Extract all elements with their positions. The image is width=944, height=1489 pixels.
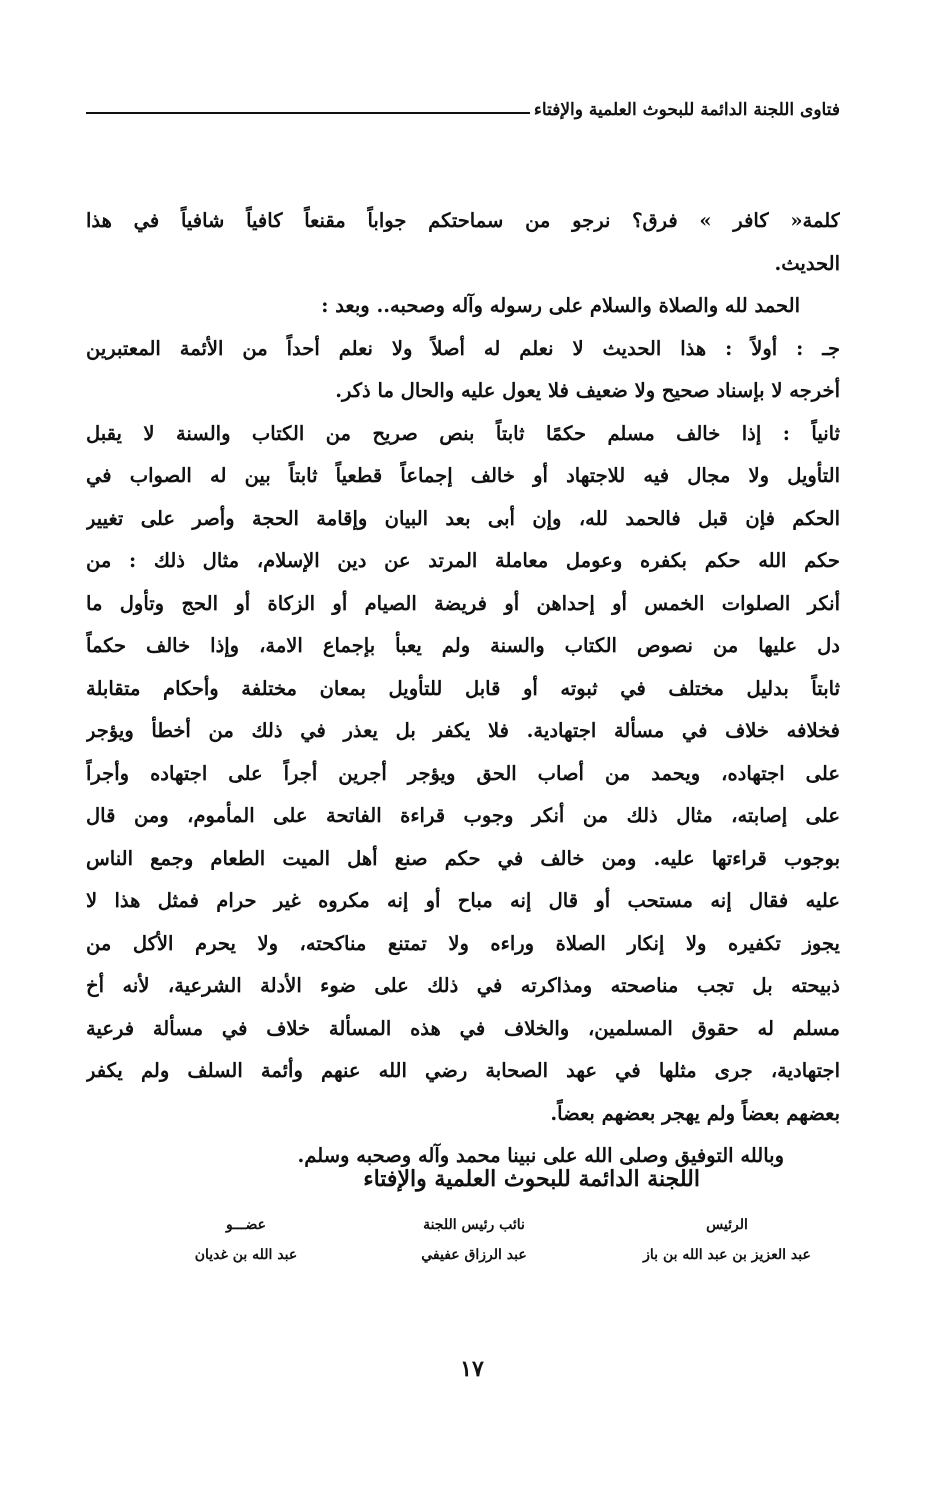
question-line-end: الحديث. — [774, 251, 840, 275]
signatory-member — [146, 1212, 346, 1272]
answer-line: بعضهم بعضاً ولم يهجر بعضهم بعضاً. — [550, 1101, 840, 1125]
answer-line: أخرجه لا بإسناد صحيح ولا ضعيف فلا يعول عليه والحال ما ذكر. — [335, 379, 840, 402]
page-number: ١٧ — [460, 1356, 484, 1382]
signatory-role: الرئيس — [706, 1217, 748, 1233]
signatory-role: عضـــو — [225, 1217, 267, 1233]
signatory-deputy — [394, 1212, 554, 1272]
answer-line: عليه فقال إنه مستحب أو قال إنه مباح أو إنه مكروه غير حرام فمثل هذا لا — [86, 889, 840, 912]
committee-name: اللجنة الدائمة للبحوث العلمية والإفتاء — [363, 1166, 700, 1192]
signatory-role: نائب رئيس اللجنة — [423, 1217, 525, 1233]
answer-line: على اجتهاده، ويحمد من أصاب الحق ويؤجر أجرين أجراً على اجتهاده وأجراً — [86, 761, 840, 785]
question-line: كلمة« كافر » فرق؟ نرجو من سماحتكم جواباً مقنعاً كافياً شافياً في هذا — [86, 209, 840, 232]
answer-line: جـ : أولاً : هذا الحديث لا نعلم له أصلاً ولا نعلم أحداً من الأئمة المعتبرين — [86, 336, 840, 360]
signatory-name: عبد العزيز بن عبد الله بن باز — [643, 1247, 811, 1263]
signatory-name: عبد الرزاق عفيفي — [421, 1247, 527, 1263]
running-header-rule — [86, 112, 530, 114]
signatory-name: عبد الله بن غديان — [194, 1247, 298, 1263]
answer-line: ثانياً : إذا خالف مسلم حكمًا ثابتاً بنص صريح من الكتاب والسنة لا يقبل — [86, 421, 840, 445]
answer-line: ثابتاً بدليل مختلف في ثبوته أو قابل للتأويل بمعان مختلفة وأحكام متقابلة — [86, 676, 840, 700]
signatories — [136, 1212, 832, 1282]
answer-line: يجوز تكفيره ولا إنكار الصلاة وراءه ولا تمتنع مناكحته، ولا يحرم الأكل من — [86, 931, 840, 955]
opening-praise: الحمد لله والصلاة والسلام على رسوله وآله وصحبه.. وبعد : — [321, 294, 800, 317]
answer-line: التأويل ولا مجال فيه للاجتهاد أو خالف إجماعاً قطعياً ثابتاً بين له الصواب في — [86, 464, 840, 487]
fatwa-body — [86, 200, 840, 1178]
running-header-title: فتاوى اللجنة الدائمة للبحوث العلمية والإفتاء — [533, 100, 840, 120]
answer-line: دل عليها من نصوص الكتاب والسنة ولم يعبأ بإجماع الامة، وإذا خالف حكماً — [86, 634, 840, 657]
answer-line: مسلم له حقوق المسلمين، والخلاف في هذه المسألة خلاف في مسألة فرعية — [86, 1016, 840, 1040]
answer-line: اجتهادية، جرى مثلها في عهد الصحابة رضي الله عنهم وأئمة السلف ولم يكفر — [86, 1059, 840, 1082]
answer-line: ذبيحته بل تجب مناصحته ومذاكرته في ذلك على ضوء الأدلة الشرعية، لأنه أخ — [86, 974, 840, 997]
running-header — [86, 88, 840, 120]
answer-line: حكم الله حكم بكفره وعومل معاملة المرتد عن دين الإسلام، مثال ذلك : من — [86, 549, 840, 572]
answer-line: الحكم فإن قبل فالحمد لله، وإن أبى بعد البيان وإقامة الحجة وأصر على تغيير — [86, 506, 840, 530]
answer-line: على إصابته، مثال ذلك من أنكر وجوب قراءة الفاتحة على المأموم، ومن قال — [86, 804, 840, 827]
signatory-chairman — [622, 1212, 832, 1272]
answer-line: بوجوب قراءتها عليه. ومن خالف في حكم صنع أهل الميت الطعام وجمع الناس — [86, 846, 840, 870]
answer-line: فخلافه خلاف في مسألة اجتهادية. فلا يكفر بل يعذر في ذلك من أخطأ ويؤجر — [86, 719, 840, 742]
answer-line: أنكر الصلوات الخمس أو إحداهن أو فريضة الصيام أو الزكاة أو الحج وتأول ما — [86, 591, 840, 615]
closing-blessing: وبالله التوفيق وصلى الله على نبينا محمد وآله وصحبه وسلم. — [297, 1144, 784, 1167]
